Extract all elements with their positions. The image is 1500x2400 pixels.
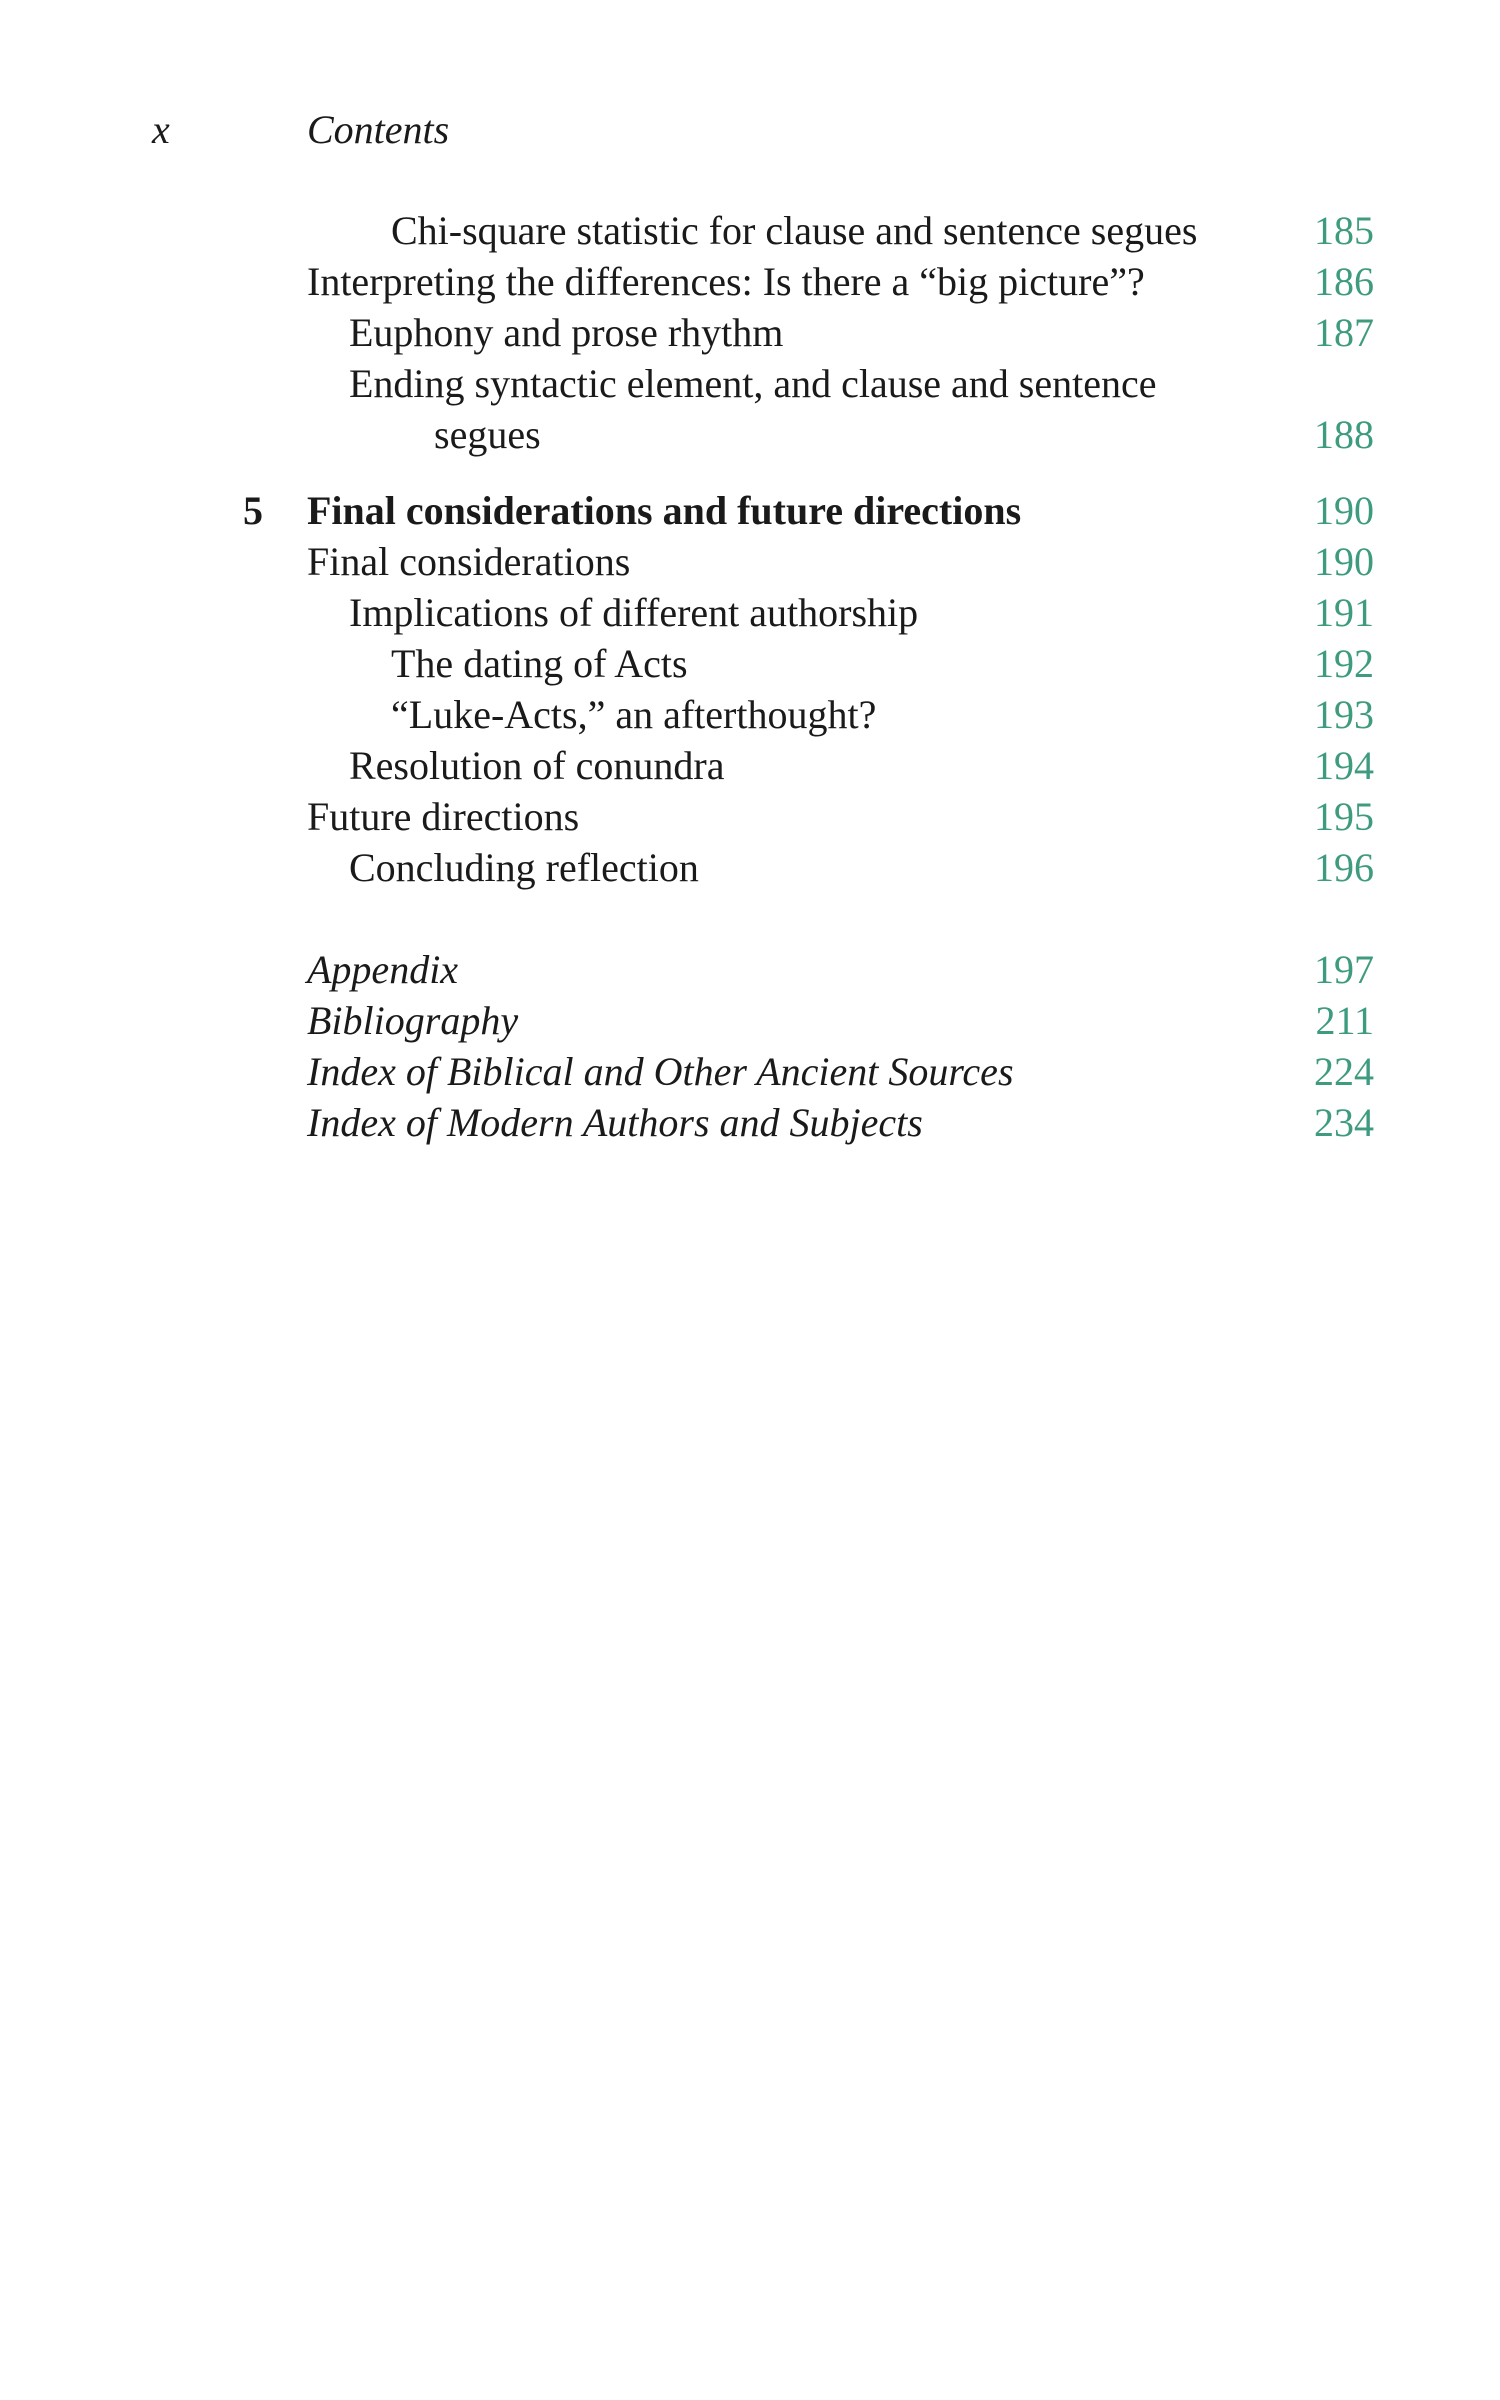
toc-entry[interactable] — [0, 842, 1500, 893]
toc-entry[interactable] — [0, 791, 1500, 842]
running-head — [0, 104, 1500, 156]
toc-entry-title: “Luke-Acts,” an afterthought? — [391, 692, 877, 737]
toc-page-number: 190 — [1314, 539, 1374, 584]
toc-entry-continuation[interactable] — [0, 409, 1500, 460]
toc-entry[interactable] — [0, 587, 1500, 638]
toc-page-number: 190 — [1314, 488, 1374, 533]
toc-entry-title: Implications of different authorship — [349, 590, 919, 635]
toc-page-number: 187 — [1314, 310, 1374, 355]
toc-page-number: 192 — [1314, 641, 1374, 686]
toc-page-number: 196 — [1314, 845, 1374, 890]
toc-entry[interactable] — [0, 358, 1500, 409]
toc-backmatter-entry[interactable] — [0, 995, 1500, 1046]
toc-entry-title: Ending syntactic element, and clause and sentence — [349, 361, 1157, 406]
toc-entry-title: Future directions — [307, 794, 580, 839]
toc-entry[interactable] — [0, 740, 1500, 791]
toc-entry[interactable] — [0, 536, 1500, 587]
toc-page-number: 188 — [1314, 412, 1374, 457]
toc-entry-title: Chi-square statistic for clause and sentence segues — [391, 208, 1198, 253]
toc-entry-title: Appendix — [307, 947, 459, 992]
toc-page-number: 194 — [1314, 743, 1374, 788]
toc-chapter-entry[interactable] — [0, 485, 1500, 536]
toc-page-number: 185 — [1314, 208, 1374, 253]
table-of-contents — [0, 205, 1500, 1148]
toc-page-number: 186 — [1314, 259, 1374, 304]
toc-page-number: 193 — [1314, 692, 1374, 737]
toc-entry[interactable] — [0, 638, 1500, 689]
toc-backmatter-entry[interactable] — [0, 1046, 1500, 1097]
toc-entry[interactable] — [0, 205, 1500, 256]
toc-entry-title: Interpreting the differences: Is there a “big picture”? — [307, 259, 1145, 304]
toc-page-number: 197 — [1314, 947, 1374, 992]
toc-chapter-title: Final considerations and future directions — [307, 488, 1022, 533]
toc-backmatter-entry[interactable] — [0, 1097, 1500, 1148]
toc-entry[interactable] — [0, 256, 1500, 307]
toc-backmatter-entry[interactable] — [0, 944, 1500, 995]
toc-entry-title: Final considerations — [307, 539, 631, 584]
folio-number: x — [152, 107, 170, 152]
toc-entry-title: Euphony and prose rhythm — [349, 310, 784, 355]
toc-entry-title: Resolution of conundra — [349, 743, 725, 788]
toc-page-number: 211 — [1315, 998, 1374, 1043]
toc-page-number: 224 — [1314, 1049, 1374, 1094]
toc-page-number: 234 — [1314, 1100, 1374, 1145]
chapter-number: 5 — [243, 488, 263, 533]
toc-entry[interactable] — [0, 689, 1500, 740]
toc-entry-title: Concluding reflection — [349, 845, 699, 890]
toc-entry-title: Index of Modern Authors and Subjects — [307, 1100, 923, 1145]
toc-page-number: 191 — [1314, 590, 1374, 635]
toc-entry[interactable] — [0, 307, 1500, 358]
toc-entry-title: Index of Biblical and Other Ancient Sources — [307, 1049, 1014, 1094]
toc-entry-title: The dating of Acts — [391, 641, 688, 686]
running-head-title: Contents — [307, 107, 450, 152]
toc-page-number: 195 — [1314, 794, 1374, 839]
toc-entry-title: Bibliography — [307, 998, 519, 1043]
toc-entry-title: segues — [434, 412, 541, 457]
